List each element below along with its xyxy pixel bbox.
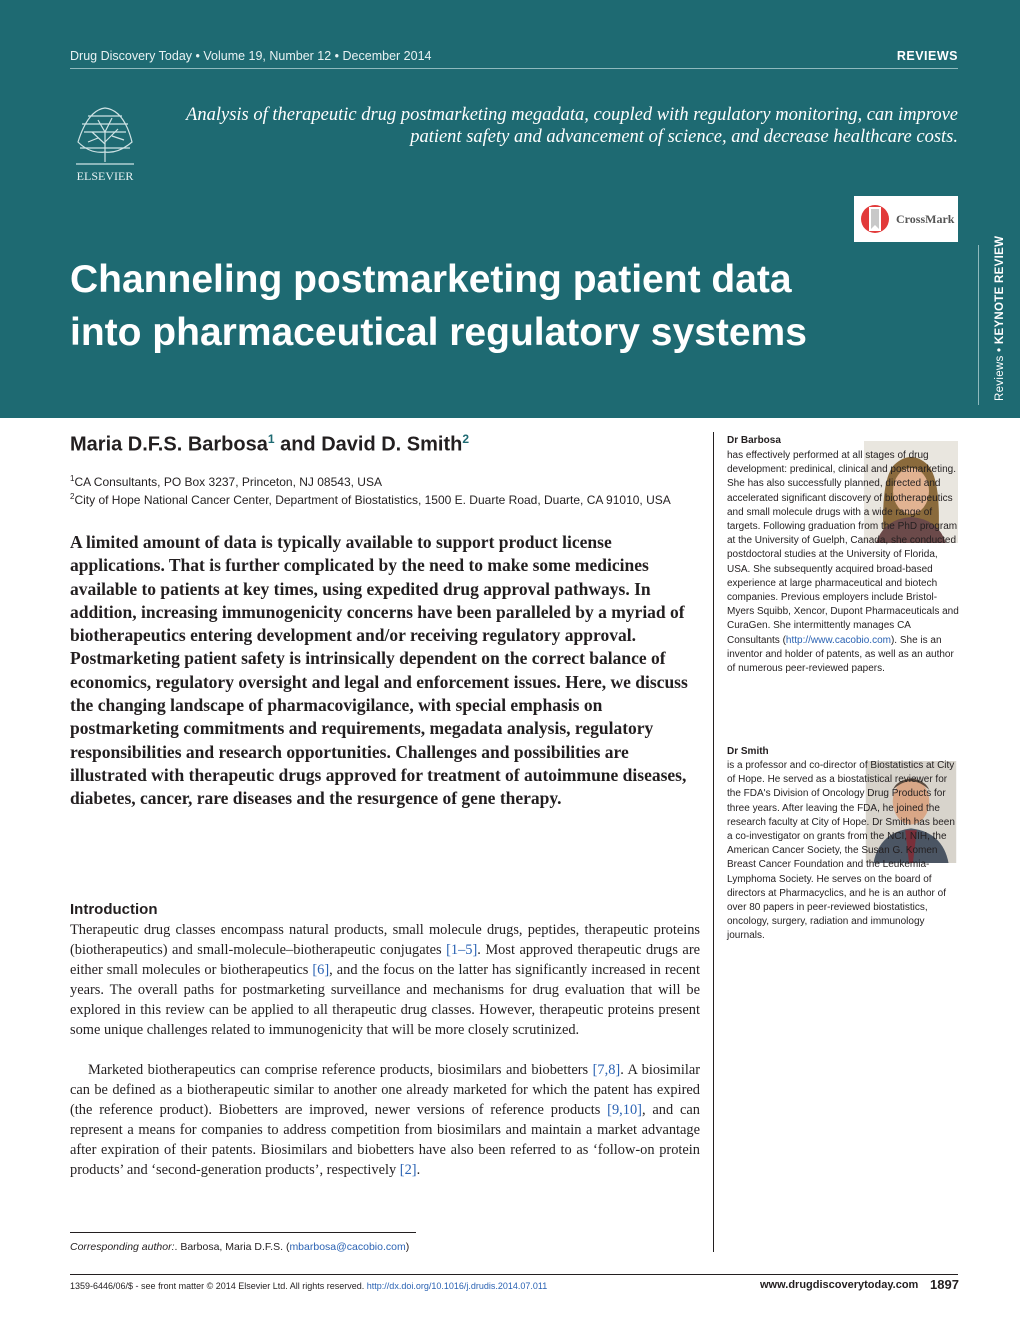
affiliation-2: $^2$City of Hope National Cancer Center, Department of Biostatistics, 1500 E. Duarte Road, Duarte, CA 91010, USA xyxy=(70,492,671,507)
column-divider xyxy=(713,432,714,1252)
citation-link[interactable]: [9,10] xyxy=(607,1102,642,1118)
article-title: Channeling postmarketing patient data into pharmaceutical regulatory systems xyxy=(70,258,807,354)
page-number: 1897 xyxy=(930,1277,959,1292)
bio-barbosa: has effectively performed at all stages of drug development: predinical, clinical and postmarketing. She has also successfully planned, directed and accelerated significant discovery of biotherapeutics and small molecule drugs with a wide range of targets. Following graduation from the PhD program at the University of Guelph, Canada, she conducted postdoctoral studies at the University of Florida, USA. She subsequently acquired broad-based experience at large pharmaceutical and biotech companies. Previous employers include Bristol-Myers Squibb, Xencor, Dupont Pharmaceuticals and CuraGen. She intermittently manages CA Consultants (http://www.cacobio.com). She is an inventor and holder of patents, as well as an author of numerous peer-reviewed papers. xyxy=(727,450,959,675)
author-smith: David D. Smith xyxy=(321,433,463,456)
bio-smith: is a professor and co-director of Biostatistics at City of Hope. He served as a biostatistical reviewer for the FDA's Division of Oncology Drug Products for three years. After leaving the FDA, he joined the research faculty at City of Hope. Dr Smith has been a co-investigator on grants from the NCI, NIH, the American Cancer Society, the Susan G. Komen Breast Cancer Foundation and the Leukemia-Lymphoma Society. He serves on the board of directors at Pharmacyclics, and he is an author of over 80 papers in peer-reviewed biostatistics, oncology, surgery, radiation and immunology journals. xyxy=(727,760,955,942)
section-heading: Introduction xyxy=(70,901,158,918)
copyright-line: 1359-6446/06/$ - see front matter © 2014 Elsevier Ltd. All rights reserved. http://dx.doi.org/10.1016/j.drudis.2014.07.011 xyxy=(70,1281,548,1291)
author-sup: 1 xyxy=(267,432,275,446)
crossmark-badge[interactable] xyxy=(854,196,958,242)
journal-info: Drug Discovery Today • Volume 19, Number 12 • December 2014 xyxy=(70,49,432,63)
body-paragraph: Therapeutic drug classes encompass natural products, small molecule drugs, peptides, therapeutic proteins (biotherapeutics) and small-molecule–biotherapeutic conjugates [1–5]. Most approved therapeutic drugs are either small molecules or biotherapeutics [6], and the focus on the latter has significantly increased in recent years. The overall paths for postmarketing surveillance and mechanisms for drug evaluation that will be explored in this review can be applied to all therapeutic drug classes. However, therapeutic proteins present some unique challenges related to immunogenicity that will be more closely scrutinized. xyxy=(70,922,701,1038)
side-tab-label: Reviews • KEYNOTE REVIEW xyxy=(994,235,1006,401)
website-link[interactable]: http://www.cacobio.com xyxy=(785,634,891,646)
citation-link[interactable]: [1–5] xyxy=(446,942,478,958)
abstract: A limited amount of data is typically available to support product license applications. That is further complicated by the need to make some medicines available to patients at key times, using expedited drug approval pathways. In addition, increasing immunogenicity concerns have been paralleled by a myriad of biotherapeutics entering development and/or receiving regulatory approval. Postmarketing patient safety is intrinsically dependent on the correct balance of economics, regulatory oversight and legal and enforcement issues. Here, we discuss the changing landscape of pharmacovigilance, with special emphasis on postmarketing commitments and requirements, megadata analysis, regulatory responsibilities and research opportunities. Challenges and possibilities are illustrated with therapeutic drugs approved for treatment of autoimmune diseases, diabetes, cancer, rare diseases and the resurgence of gene therapy. xyxy=(70,532,688,809)
affiliation-1: $^1$CA Consultants, PO Box 3237, Princeton, NJ 08543, USA xyxy=(70,474,382,489)
author-list: Maria D.F.S. Barbosa$^1$ and David D. Smith$^2$ xyxy=(70,432,470,456)
crossmark-icon xyxy=(860,201,890,237)
footnote-divider xyxy=(70,1232,416,1233)
footer-divider xyxy=(70,1274,958,1275)
citation-link[interactable]: [7,8] xyxy=(592,1062,621,1078)
author-barbosa: Maria D.F.S. Barbosa xyxy=(70,433,268,456)
email-link[interactable]: mbarbosa@cacobio.com xyxy=(289,1241,406,1253)
citation-link[interactable]: [6] xyxy=(312,962,330,978)
crossmark-label: CrossMark xyxy=(896,211,955,226)
journal-website[interactable]: www.drugdiscoverytoday.com xyxy=(760,1279,919,1291)
doi-link[interactable]: http://dx.doi.org/10.1016/j.drudis.2014.07.011 xyxy=(366,1281,548,1291)
citation-link[interactable]: [2] xyxy=(399,1162,417,1178)
bio-name-smith: Dr Smith xyxy=(727,746,769,757)
header-divider xyxy=(70,68,958,69)
svg-text:ELSEVIER: ELSEVIER xyxy=(76,169,134,183)
author-sup: 2 xyxy=(462,432,470,446)
section-label: REVIEWS xyxy=(896,49,958,63)
body-paragraph: Marketed biotherapeutics can comprise reference products, biosimilars and biobetters [7,8]. A biosimilar can be defined as a biotherapeutic similar to another one already marketed for which the patent has expired (the reference product). Biobetters are improved, newer versions of reference products [9,10], and can represent a means for companies to address competition from biosimilars and maintain a market advantage after expiration of their patents. Biosimilars and biobetters have also been referred to as ‘follow-on protein products’ and ‘second-generation products’, respectively [2]. xyxy=(70,1062,701,1178)
corresponding-author: Corresponding author:. Barbosa, Maria D.F.S. (mbarbosa@cacobio.com) xyxy=(70,1241,410,1253)
bio-name-barbosa: Dr Barbosa xyxy=(727,435,781,446)
elsevier-logo xyxy=(68,102,142,184)
tagline: Analysis of therapeutic drug postmarketing megadata, coupled with regulatory monitoring, can improve patient safety and advancement of science, and decrease healthcare costs. xyxy=(186,105,958,147)
